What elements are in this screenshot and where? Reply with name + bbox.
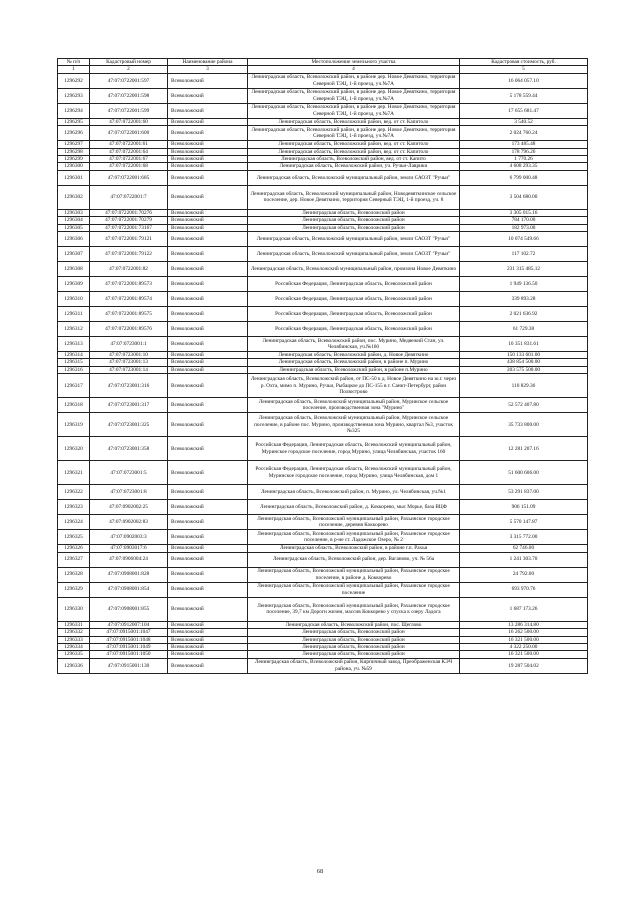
- location: Ленинградская область, Всеволожский муниципальный район, Рахьинское городское поселение: [248, 582, 460, 597]
- location: Ленинградская область, Всеволожский район: [248, 651, 460, 658]
- location: Ленинградская область, Всеволожский район, д. Коккорево, мыс Морье, база ВЦФ: [248, 500, 460, 515]
- document-page: [57, 58, 587, 674]
- cadastral-number: 47:07:0722001:70276: [90, 209, 168, 216]
- index-cell: 5: [460, 66, 588, 73]
- row-number: 1296308: [58, 262, 90, 277]
- cadastral-number: 47:07:0915001:1050: [90, 651, 168, 658]
- table-row: [58, 337, 588, 352]
- row-number: 1296320: [58, 437, 90, 461]
- table-row: [58, 500, 588, 515]
- cadastral-cost: 24 792.00: [460, 567, 588, 582]
- district-name: Всеволожский: [168, 118, 248, 125]
- index-cell: 2: [90, 66, 168, 73]
- table-row: [58, 636, 588, 643]
- table-row: [58, 307, 588, 322]
- row-number: 1296307: [58, 247, 90, 262]
- location: Ленинградская область, Всеволожский район, в районе п. Мурино: [248, 359, 460, 366]
- cadastral-number: 47:07:0906004:24: [90, 552, 168, 567]
- cadastral-number: 47:07:0722001:64: [90, 148, 168, 155]
- cadastral-number: 47:07:0908001:854: [90, 582, 168, 597]
- cadastral-number: 47:07:0723001:10: [90, 352, 168, 359]
- cadastral-number: 47:07:0915001:1047: [90, 629, 168, 636]
- location: Ленинградская область, Всеволожский район, вед. от ст. Капито: [248, 156, 460, 163]
- district-name: Всеволожский: [168, 307, 248, 322]
- district-name: Всеволожский: [168, 461, 248, 485]
- row-number: 1296335: [58, 651, 90, 658]
- location: Ленинградская область, Всеволожский район: [248, 629, 460, 636]
- district-name: Всеволожский: [168, 352, 248, 359]
- location: Российская Федерация, Ленинградская область, Всеволожский район: [248, 277, 460, 292]
- cadastral-number: 47:07:0915001:1048: [90, 636, 168, 643]
- district-name: Всеволожский: [168, 530, 248, 545]
- location: Ленинградская область, Всеволожский район: [248, 224, 460, 231]
- district-name: Всеволожский: [168, 636, 248, 643]
- table-row: [58, 103, 588, 118]
- header-number: № п/п: [58, 59, 90, 66]
- table-row: [58, 185, 588, 209]
- location: Ленинградская область, Всеволожский район, вед. от ст. Капитоло: [248, 148, 460, 155]
- location: Ленинградская область, Всеволожский район, пос. Мурино, Медвежий Стан, ул. Челябинская, уч.№160: [248, 337, 460, 352]
- district-name: Всеволожский: [168, 437, 248, 461]
- table-row: [58, 552, 588, 567]
- table-row: [58, 292, 588, 307]
- cadastral-number: 47:07:0722001:685: [90, 170, 168, 185]
- cadastral-number: 47:07:0902003:3: [90, 530, 168, 545]
- row-number: 1296292: [58, 73, 90, 88]
- cadastral-cost: 5 570 147.87: [460, 515, 588, 530]
- district-name: Всеволожский: [168, 597, 248, 621]
- table-row: [58, 217, 588, 224]
- cadastral-cost: 784 170.00: [460, 217, 588, 224]
- location: Ленинградская область, Всеволожский муниципальный район, Муринское сельское поселение, в районе пос. Мурино, производственная зона Мурино, квартал №3, участок №325: [248, 413, 460, 437]
- cadastral-number: 47:07:0903017:6: [90, 545, 168, 552]
- location: Ленинградская область, Всеволожский район, в районе дер. Новое Девяткино, территория Северной ТЭЦ, 1-й проезд, уч.№7А: [248, 126, 460, 141]
- row-number: 1296312: [58, 322, 90, 337]
- district-name: Всеволожский: [168, 209, 248, 216]
- cadastral-number: 47:07:0723001:317: [90, 398, 168, 413]
- table-row: [58, 352, 588, 359]
- row-number: 1296323: [58, 500, 90, 515]
- cadastral-number: 47:07:0722001:598: [90, 88, 168, 103]
- table-row: [58, 247, 588, 262]
- cadastral-cost: 19 287 504.02: [460, 658, 588, 673]
- index-cell: 4: [248, 66, 460, 73]
- cadastral-cost: 150 133 601.00: [460, 352, 588, 359]
- cadastral-cost: 51 600 606.00: [460, 461, 588, 485]
- cadastral-cost: 16 064 057.10: [460, 73, 588, 88]
- table-row: [58, 118, 588, 125]
- table-row: [58, 597, 588, 621]
- table-row: [58, 232, 588, 247]
- cadastral-number: 47:07:0722001:89576: [90, 322, 168, 337]
- table-row: [58, 413, 588, 437]
- location: Ленинградская область, Всеволожский муниципальный район, Новодевяткинское сельское поселение, дер. Новое Девяткино, территория Северный ТЭЦ, 1-й проезд, уч. 8: [248, 185, 460, 209]
- row-number: 1296315: [58, 359, 90, 366]
- district-name: Всеволожский: [168, 277, 248, 292]
- cadastral-cost: 12 281 207.16: [460, 437, 588, 461]
- district-name: Всеволожский: [168, 567, 248, 582]
- table-row: [58, 209, 588, 216]
- district-name: Всеволожский: [168, 262, 248, 277]
- cadastral-cost: 1 949 136.50: [460, 277, 588, 292]
- district-name: Всеволожский: [168, 322, 248, 337]
- table-row: [58, 515, 588, 530]
- row-number: 1296326: [58, 545, 90, 552]
- cadastral-number: 47:07:0902002:25: [90, 500, 168, 515]
- cadastral-cost: 178 796.26: [460, 148, 588, 155]
- district-name: Всеволожский: [168, 126, 248, 141]
- table-row: [58, 545, 588, 552]
- cadastral-cost: 16 321 500.00: [460, 651, 588, 658]
- location: Российская Федерация, Ленинградская область, Всеволожский район: [248, 307, 460, 322]
- row-number: 1296306: [58, 232, 90, 247]
- header-location: Местоположение земельного участка: [248, 59, 460, 66]
- cadastral-cost: 6 799 000.48: [460, 170, 588, 185]
- cadastral-cost: 3 315 772.00: [460, 530, 588, 545]
- location: Ленинградская область, Всеволожский район, в районе дер. Новое Девяткино, территория Северной ТЭЦ, 1-й проезд, уч.№7А: [248, 73, 460, 88]
- row-number: 1296310: [58, 292, 90, 307]
- cadastral-number: 47:07:0722001:7: [90, 185, 168, 209]
- district-name: Всеволожский: [168, 374, 248, 398]
- cadastral-number: 47:07:0722001:79122: [90, 247, 168, 262]
- cadastral-number: 47:07:0915001:130: [90, 658, 168, 673]
- location: Ленинградская область, Всеволожский район: [248, 209, 460, 216]
- cadastral-cost: 2 024 760.24: [460, 126, 588, 141]
- row-number: 1296317: [58, 374, 90, 398]
- cadastral-number: 47:07:0722001:61: [90, 141, 168, 148]
- cadastral-cost: 906 151.09: [460, 500, 588, 515]
- location: Ленинградская область, Всеволожский район, в районе п.Мурино: [248, 366, 460, 373]
- row-number: 1296305: [58, 224, 90, 231]
- location: Ленинградская область, Всеволожский район, в районе г.п. Рахья: [248, 545, 460, 552]
- cadastral-number: 47:07:0722001:68: [90, 163, 168, 170]
- district-name: Всеволожский: [168, 629, 248, 636]
- location: Ленинградская область, Всеволожский район: [248, 636, 460, 643]
- location: Ленинградская область, Всеволожский район, дер. Ваганово, уч. № 56а: [248, 552, 460, 567]
- cadastral-cost: 10 351 831.61: [460, 337, 588, 352]
- row-number: 1296294: [58, 103, 90, 118]
- location: Ленинградская область, Всеволожский район, вед. от ст. Капитоло: [248, 118, 460, 125]
- cadastral-number: 47:07:0723001:14: [90, 366, 168, 373]
- row-number: 1296303: [58, 209, 90, 216]
- cadastral-number: 47:07:0722001:600: [90, 126, 168, 141]
- cadastral-number: 47:07:0723001:1: [90, 337, 168, 352]
- cadastral-cost: 4 608 293.35: [460, 163, 588, 170]
- district-name: Всеволожский: [168, 552, 248, 567]
- cadastral-number: 47:07:0722001:89573: [90, 277, 168, 292]
- cadastral-cost: 5 178 559.44: [460, 88, 588, 103]
- table-row: [58, 398, 588, 413]
- location: Ленинградская область, Всеволожский муниципальный район, Рахьинское городское поселение, деревня Коккорево: [248, 515, 460, 530]
- table-row: [58, 126, 588, 141]
- row-number: 1296328: [58, 567, 90, 582]
- location: Ленинградская область, Всеволожский район: [248, 217, 460, 224]
- table-row: [58, 73, 588, 88]
- row-number: 1296316: [58, 366, 90, 373]
- cadastral-number: 47:07:0902002:83: [90, 515, 168, 530]
- cadastral-cost: 62 746.00: [460, 545, 588, 552]
- row-number: 1296318: [58, 398, 90, 413]
- cadastral-cost: 438 854 500.00: [460, 359, 588, 366]
- row-number: 1296333: [58, 636, 90, 643]
- cadastral-number: 47:07:0722001:599: [90, 103, 168, 118]
- table-row: [58, 88, 588, 103]
- district-name: Всеволожский: [168, 515, 248, 530]
- location: Ленинградская область, Всеволожский муниципальный район, земли САОЗТ "Ручьи": [248, 170, 460, 185]
- cadastral-cost: 339 893.28: [460, 292, 588, 307]
- district-name: Всеволожский: [168, 88, 248, 103]
- cadastral-cost: 1 687 173.26: [460, 597, 588, 621]
- district-name: Всеволожский: [168, 545, 248, 552]
- table-row: [58, 163, 588, 170]
- row-number: 1296301: [58, 170, 90, 185]
- district-name: Всеволожский: [168, 247, 248, 262]
- location: Ленинградская область, Всеволожский район, в районе дер. Новое Девяткино, территория Северной ТЭЦ, 1-й проезд, уч.№7А: [248, 88, 460, 103]
- district-name: Всеволожский: [168, 658, 248, 673]
- row-number: 1296299: [58, 156, 90, 163]
- row-number: 1296334: [58, 643, 90, 650]
- location: Российская Федерация, Ленинградская область, Всеволожский район: [248, 322, 460, 337]
- cadastral-cost: 13 286 314.80: [460, 621, 588, 628]
- table-row: [58, 461, 588, 485]
- cadastral-cost: 2 021 636.92: [460, 307, 588, 322]
- table-row: [58, 629, 588, 636]
- location: Ленинградская область, Всеволожский район: [248, 643, 460, 650]
- cadastral-cost: 35 733 800.00: [460, 413, 588, 437]
- location: Российская Федерация, Ленинградская область, Всеволожский муниципальный район, Муринское городское поселение, город Мурино, улица Челябинская, дом 1: [248, 461, 460, 485]
- table-row: [58, 582, 588, 597]
- cadastral-cost: 182 973.00: [460, 224, 588, 231]
- location: Ленинградская область, Всеволожский район, пос. Щеглово: [248, 621, 460, 628]
- cadastral-cost: 173 485.48: [460, 141, 588, 148]
- district-name: Всеволожский: [168, 170, 248, 185]
- row-number: 1296330: [58, 597, 90, 621]
- cadastral-cost: 16 321 500.00: [460, 636, 588, 643]
- row-number: 1296313: [58, 337, 90, 352]
- cadastral-number: 47:07:0722001:70279: [90, 217, 168, 224]
- cadastral-number: 47:07:0723001:325: [90, 413, 168, 437]
- district-name: Всеволожский: [168, 398, 248, 413]
- row-number: 1296311: [58, 307, 90, 322]
- cadastral-cost: 110 829.36: [460, 374, 588, 398]
- cadastral-number: 47:07:0722001:89574: [90, 292, 168, 307]
- location: Ленинградская область, Всеволожский район, уч. Ручьи-Лаврики: [248, 163, 460, 170]
- cadastral-cost: 203 575 500.00: [460, 366, 588, 373]
- table-row: [58, 148, 588, 155]
- district-name: Всеволожский: [168, 185, 248, 209]
- row-number: 1296293: [58, 88, 90, 103]
- table-row: [58, 322, 588, 337]
- district-name: Всеволожский: [168, 217, 248, 224]
- cadastral-number: 47:07:0722001:60: [90, 118, 168, 125]
- table-row: [58, 621, 588, 628]
- index-cell: 1: [58, 66, 90, 73]
- cadastral-number: 47:07:0912007:104: [90, 621, 168, 628]
- cadastral-cost: 1 770.26: [460, 156, 588, 163]
- cadastral-cost: 61 729.38: [460, 322, 588, 337]
- district-name: Всеволожский: [168, 337, 248, 352]
- header-cadastral-number: Кадастровый номер: [90, 59, 168, 66]
- table-row: [58, 567, 588, 582]
- district-name: Всеволожский: [168, 103, 248, 118]
- table-row: [58, 651, 588, 658]
- district-name: Всеволожский: [168, 148, 248, 155]
- location: Ленинградская область, Всеволожский муниципальный район, промзона Новое Девяткино: [248, 262, 460, 277]
- index-cell: 3: [168, 66, 248, 73]
- district-name: Всеволожский: [168, 292, 248, 307]
- table-row: [58, 277, 588, 292]
- location: Ленинградская область, Всеволожский район, вед. от ст. Капитоло: [248, 141, 460, 148]
- header-district: Наименование района: [168, 59, 248, 66]
- table-row: [58, 224, 588, 231]
- row-number: 1296298: [58, 148, 90, 155]
- row-number: 1296331: [58, 621, 90, 628]
- cadastral-number: 47:07:0722001:89575: [90, 307, 168, 322]
- row-number: 1296329: [58, 582, 90, 597]
- row-number: 1296314: [58, 352, 90, 359]
- row-number: 1296309: [58, 277, 90, 292]
- cadastral-number: 47:07:0908001:855: [90, 597, 168, 621]
- cadastral-number: 47:07:0723001:316: [90, 374, 168, 398]
- index-row: [58, 66, 588, 73]
- row-number: 1296332: [58, 629, 90, 636]
- table-row: [58, 262, 588, 277]
- cadastral-cost: 3 504 680.00: [460, 185, 588, 209]
- cadastral-value-table: [57, 58, 588, 674]
- district-name: Всеволожский: [168, 582, 248, 597]
- district-name: Всеволожский: [168, 359, 248, 366]
- district-name: Всеволожский: [168, 413, 248, 437]
- table-body: [58, 73, 588, 673]
- location: Ленинградская область, Всеволожский муниципальный район, Муринское сельское поселение, производственная зона "Мурино": [248, 398, 460, 413]
- row-number: 1296336: [58, 658, 90, 673]
- cadastral-number: 47:07:0908001:828: [90, 567, 168, 582]
- district-name: Всеволожский: [168, 232, 248, 247]
- cadastral-cost: 53 291 837.00: [460, 485, 588, 500]
- row-number: 1296296: [58, 126, 90, 141]
- district-name: Всеволожский: [168, 224, 248, 231]
- district-name: Всеволожский: [168, 643, 248, 650]
- row-number: 1296324: [58, 515, 90, 530]
- cadastral-number: 47:07:0722001:67: [90, 156, 168, 163]
- location: Ленинградская область, Всеволожский район, от ПС-50 к д. Новое Девяткино на ю.г. через р. Охта, мимо п. Мурино, Ручьи, Рыбацкое до ПС-155 в г. Санкт-Петербург, район Полюстрово: [248, 374, 460, 398]
- cadastral-number: 47:07:0723001:358: [90, 437, 168, 461]
- location: Ленинградская область, Всеволожский район, Кирпичный завод, Преображенская КЭЧ района, уч. №59: [248, 658, 460, 673]
- cadastral-number: 47:07:0723001:8: [90, 485, 168, 500]
- table-row: [58, 359, 588, 366]
- cadastral-cost: 693 970.76: [460, 582, 588, 597]
- location: Ленинградская область, Всеволожский муниципальный район, Рахьинское городское поселение, в районе д. Коккорево: [248, 567, 460, 582]
- district-name: Всеволожский: [168, 73, 248, 88]
- cadastral-cost: 231 315 485.12: [460, 262, 588, 277]
- location: Ленинградская область, Всеволожский муниципальный район, Рахьинское городское поселение, 39,7 км Дороги жизни, массив Коккорево у спуска к озеру Ладога: [248, 597, 460, 621]
- district-name: Всеволожский: [168, 156, 248, 163]
- location: Ленинградская область, Всеволожский муниципальный район, Рахьинское городское поселение, в р-не ст. Ладожское Озеро, № 2: [248, 530, 460, 545]
- location: Ленинградская область, Всеволожский район, в районе дер. Новое Девяткино, территория Северной ТЭЦ, 1-й проезд, уч.№7А: [248, 103, 460, 118]
- table-row: [58, 643, 588, 650]
- table-row: [58, 141, 588, 148]
- cadastral-number: 47:07:0722001:73167: [90, 224, 168, 231]
- cadastral-number: 47:07:0722001:82: [90, 262, 168, 277]
- cadastral-cost: 52 572 407.80: [460, 398, 588, 413]
- row-number: 1296327: [58, 552, 90, 567]
- table-row: [58, 170, 588, 185]
- row-number: 1296319: [58, 413, 90, 437]
- district-name: Всеволожский: [168, 141, 248, 148]
- table-row: [58, 658, 588, 673]
- header-cost: Кадастровая стоимость, руб.: [460, 59, 588, 66]
- row-number: 1296302: [58, 185, 90, 209]
- page-number: 68: [316, 868, 324, 875]
- table-row: [58, 366, 588, 373]
- cadastral-number: 47:07:0915001:1049: [90, 643, 168, 650]
- district-name: Всеволожский: [168, 163, 248, 170]
- district-name: Всеволожский: [168, 500, 248, 515]
- cadastral-number: 47:07:0723001:5: [90, 461, 168, 485]
- row-number: 1296325: [58, 530, 90, 545]
- cadastral-cost: 1 241 303.70: [460, 552, 588, 567]
- district-name: Всеволожский: [168, 366, 248, 373]
- district-name: Всеволожский: [168, 651, 248, 658]
- location: Ленинградская область, Всеволожский муниципальный район, земли САОЗТ "Ручьи": [248, 247, 460, 262]
- row-number: 1296304: [58, 217, 90, 224]
- cadastral-number: 47:07:0722001:597: [90, 73, 168, 88]
- row-number: 1296322: [58, 485, 90, 500]
- location: Российская Федерация, Ленинградская область, Всеволожский муниципальный район, Муринское городское поселение, город Мурино, улица Челябинская, участок 160: [248, 437, 460, 461]
- cadastral-cost: 3 540.52: [460, 118, 588, 125]
- cadastral-cost: 3 305 015.16: [460, 209, 588, 216]
- cadastral-cost: 4 322 250.00: [460, 643, 588, 650]
- table-row: [58, 530, 588, 545]
- district-name: Всеволожский: [168, 485, 248, 500]
- table-row: [58, 156, 588, 163]
- cadastral-cost: 10 074 549.66: [460, 232, 588, 247]
- cadastral-number: 47:07:0723001:13: [90, 359, 168, 366]
- row-number: 1296321: [58, 461, 90, 485]
- location: Ленинградская область, Всеволожский муниципальный район, земли САОЗТ "Ручьи": [248, 232, 460, 247]
- row-number: 1296295: [58, 118, 90, 125]
- table-row: [58, 437, 588, 461]
- row-number: 1296300: [58, 163, 90, 170]
- cadastral-cost: 17 655 681.47: [460, 103, 588, 118]
- cadastral-cost: 117 102.72: [460, 247, 588, 262]
- district-name: Всеволожский: [168, 621, 248, 628]
- location: Ленинградская область, Всеволожский район, д. Новое Девяткино: [248, 352, 460, 359]
- cadastral-number: 47:07:0722001:79121: [90, 232, 168, 247]
- header-row: [58, 59, 588, 66]
- row-number: 1296297: [58, 141, 90, 148]
- cadastral-cost: 16 262 500.00: [460, 629, 588, 636]
- table-row: [58, 374, 588, 398]
- table-row: [58, 485, 588, 500]
- location: Российская Федерация, Ленинградская область, Всеволожский район: [248, 292, 460, 307]
- location: Ленинградская область, Всеволожский район, п. Мурино, ул. Челябинская, уч.№1: [248, 485, 460, 500]
